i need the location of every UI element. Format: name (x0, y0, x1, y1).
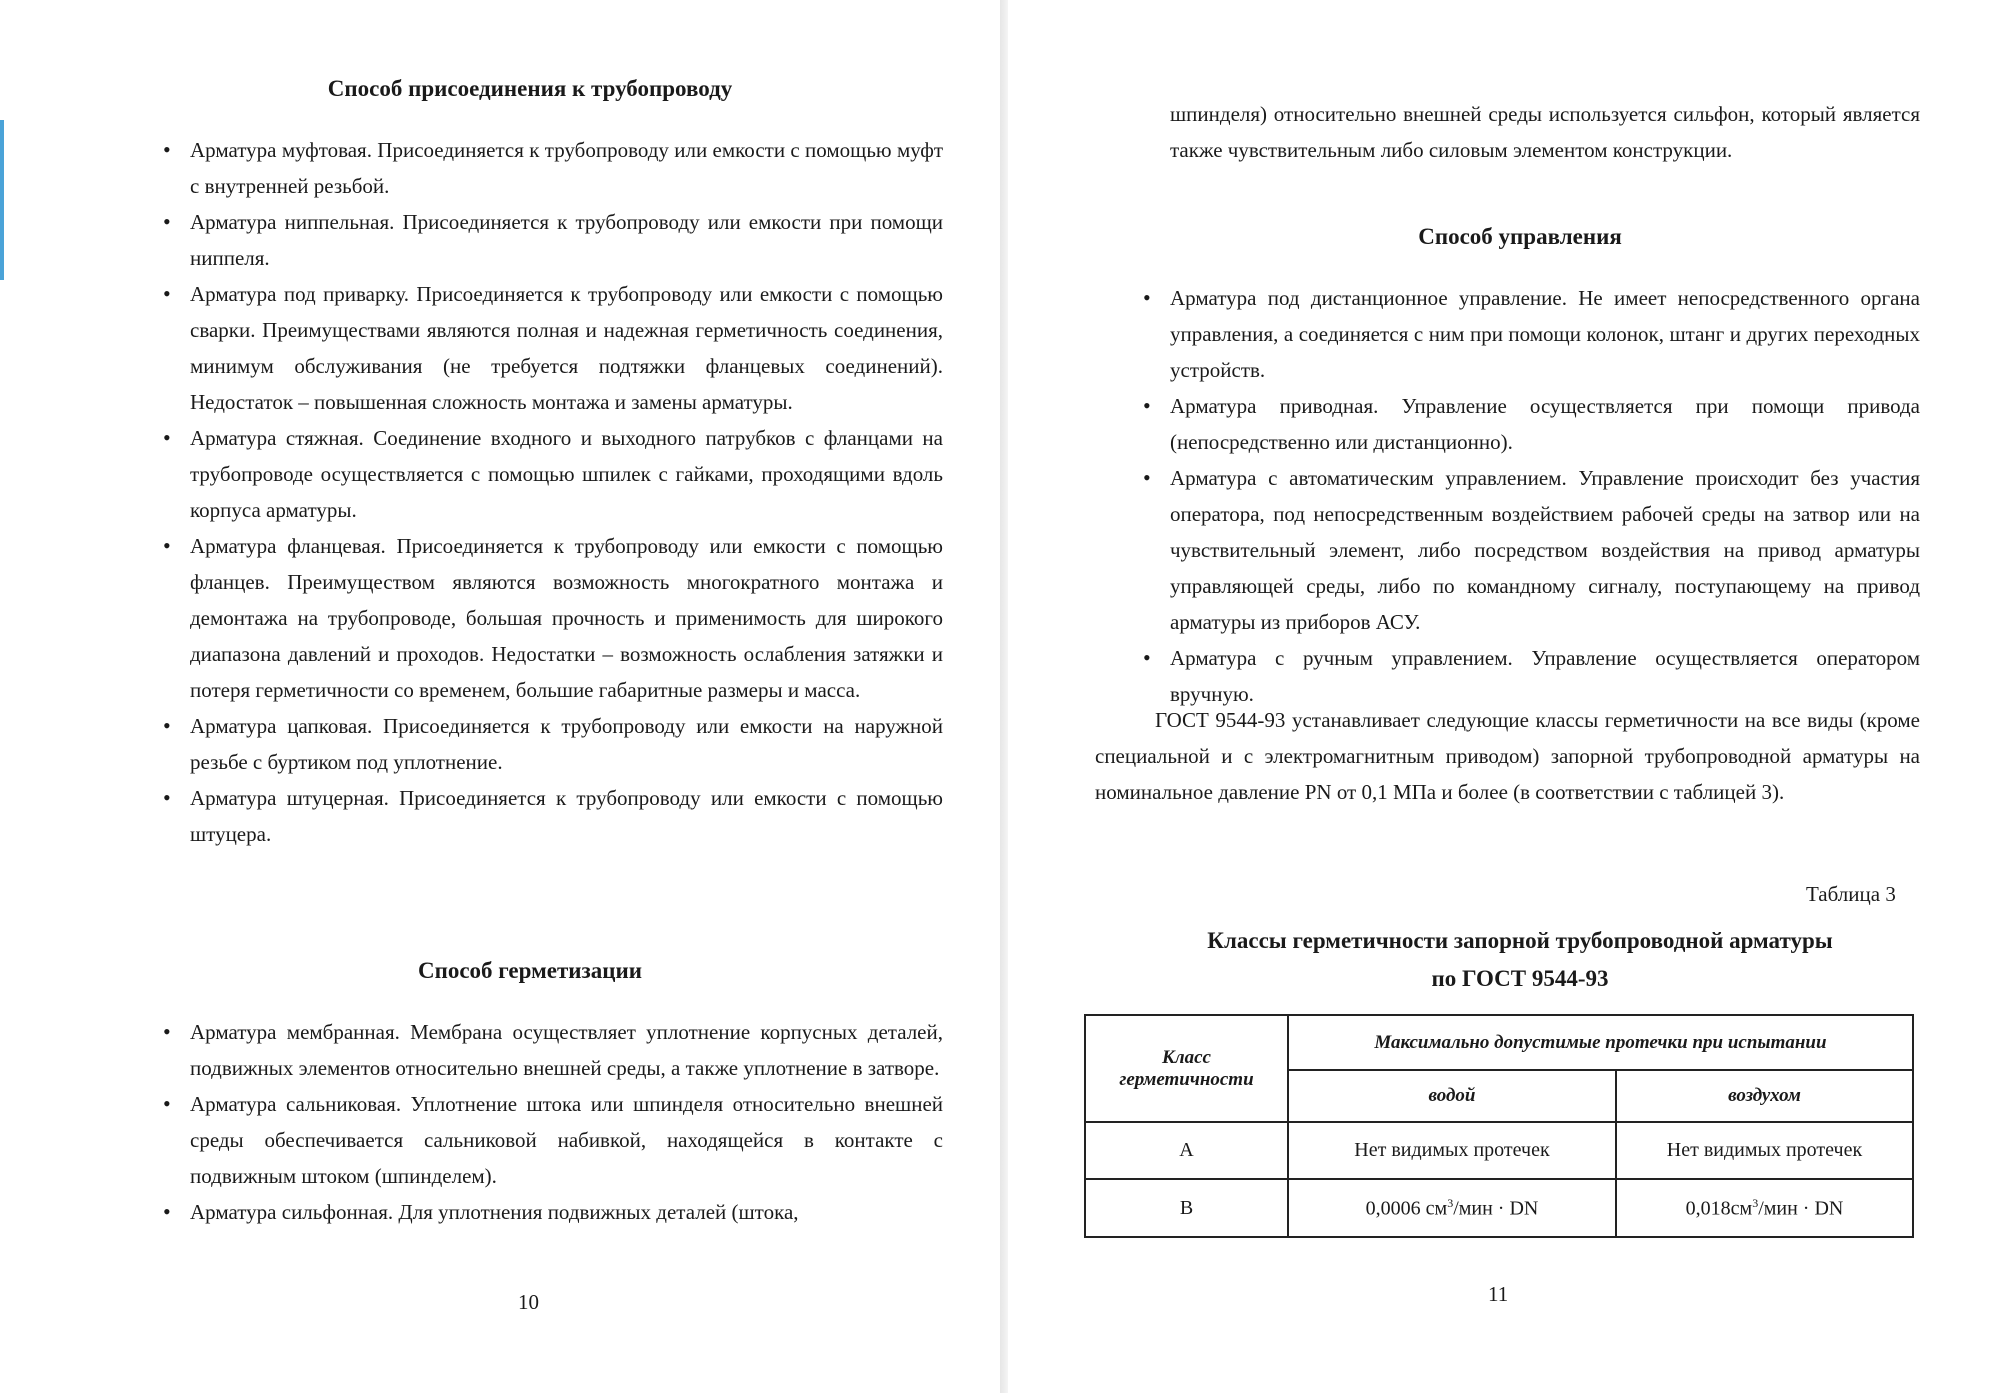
gost-paragraph: ГОСТ 9544-93 устанавливает следующие классы герметичности на все виды (кроме специальной и с электромагнитным приводом) запорной трубопроводной арматуры на номинальное давление PN от 0,1 МПа и более (в соответствии с таблицей 3). (1095, 708, 1920, 804)
water-value: 0,0006 см (1365, 1197, 1448, 1220)
list-item: • Арматура под приварку. Присоединяется к трубопроводу или емкости с помощью сварки. Преимуществами являются полная и надежная герметичность соединения, минимум обслуживания (не требуется подтяжки фланцевых соединений). Недостаток – повышенная сложность монтажа и замены арматуры. (163, 276, 943, 420)
list-item: • Арматура цапковая. Присоединяется к трубопроводу или емкости на наружной резьбе с буртиком под уплотнение. (163, 708, 943, 780)
table-label: Таблица 3 (1806, 882, 1896, 906)
continuation-paragraph: шпинделя) относительно внешней среды используется сильфон, который является также чувствительным либо силовым элементом конструкции. (1170, 102, 1920, 162)
leakage-classes-table (1084, 1014, 1914, 1238)
header-class: Класс герметичности (1085, 1015, 1288, 1122)
page-number: 10 (518, 1290, 539, 1314)
cell-air: Нет видимых протечек (1616, 1122, 1913, 1179)
table-row (1085, 1122, 1913, 1179)
cell-water: Нет видимых протечек (1288, 1122, 1616, 1179)
table-title-line: по ГОСТ 9544-93 (1431, 966, 1609, 991)
table-title (1070, 922, 1970, 998)
connection-list (163, 132, 943, 852)
list-item: • Арматура штуцерная. Присоединяется к трубопроводу или емкости с помощью штуцера. (163, 780, 943, 852)
book-gutter (1000, 0, 1008, 1393)
cell-class: А (1085, 1122, 1288, 1179)
list-item: • Арматура фланцевая. Присоединяется к трубопроводу или емкости с помощью фланцев. Преимуществом являются возможность многократного монтажа и демонтажа на трубопроводе, большая прочность и применимость для широкого диапазона давлений и проходов. Недостатки – возможность ослабления затяжки и потеря герметичности со временем, большие габаритные размеры и масса. (163, 528, 943, 708)
list-item: • Арматура стяжная. Соединение входного и выходного патрубков с фланцами на трубопроводе осуществляется с помощью шпилек с гайками, проходящими вдоль корпуса арматуры. (163, 420, 943, 528)
water-unit: /мин · DN (1453, 1197, 1539, 1220)
list-item: • Арматура сальниковая. Уплотнение штока или шпинделя относительно внешней среды обеспечивается сальниковой набивкой, находящейся в контакте с подвижным штоком (шпинделем). (163, 1086, 943, 1194)
page-number: 11 (1488, 1282, 1509, 1306)
section-heading-sealing: Способ герметизации (417, 958, 643, 983)
list-item: • Арматура с автоматическим управлением. Управление происходит без участия оператора, под непосредственным воздействием рабочей среды на затвор или на чувствительный элемент, либо посредством воздействия на привод арматуры управляющей среды, либо по командному сигналу, поступающему на привод арматуры из приборов АСУ. (1143, 460, 1920, 640)
section-heading-connection: Способ присоединения к трубопроводу (327, 76, 733, 101)
header-max-leakage: Максимально допустимые протечки при испытании (1288, 1015, 1913, 1070)
list-item: • Арматура сильфонная. Для уплотнения подвижных деталей (штока, (163, 1194, 943, 1230)
section-heading-control: Способ управления (1418, 224, 1622, 249)
unit-exponent: 3 (1447, 1195, 1454, 1210)
list-item: • Арматура муфтовая. Присоединяется к трубопроводу или емкости с помощью муфт с внутренней резьбой. (163, 132, 943, 204)
cell-class: В (1085, 1179, 1288, 1237)
list-item: • Арматура мембранная. Мембрана осуществляет уплотнение корпусных деталей, подвижных элементов относительно внешней среды, а также уплотнение в затворе. (163, 1014, 943, 1086)
sealing-list (163, 1014, 943, 1230)
air-value: 0,018см (1685, 1197, 1753, 1220)
unit-exponent: 3 (1752, 1195, 1759, 1210)
air-unit: /мин · DN (1758, 1197, 1844, 1220)
table-title-line: Классы герметичности запорной трубопроводной арматуры (1207, 928, 1833, 953)
cell-air (1616, 1179, 1913, 1237)
list-item: • Арматура под дистанционное управление. Не имеет непосредственного органа управления, а соединяется с ним при помощи колонок, штанг и других переходных устройств. (1143, 280, 1920, 388)
control-list (1143, 280, 1920, 712)
table-row (1085, 1179, 1913, 1237)
list-item: • Арматура приводная. Управление осуществляется при помощи привода (непосредственно или дистанционно). (1143, 388, 1920, 460)
page-edge-mark (0, 120, 4, 280)
header-air: воздухом (1616, 1070, 1913, 1122)
list-item: • Арматура с ручным управлением. Управление осуществляется оператором вручную. (1143, 640, 1920, 712)
header-water: водой (1288, 1070, 1616, 1122)
right-page (1008, 0, 2000, 1393)
list-item: • Арматура ниппельная. Присоединяется к трубопроводу или емкости при помощи ниппеля. (163, 204, 943, 276)
cell-water (1288, 1179, 1616, 1237)
